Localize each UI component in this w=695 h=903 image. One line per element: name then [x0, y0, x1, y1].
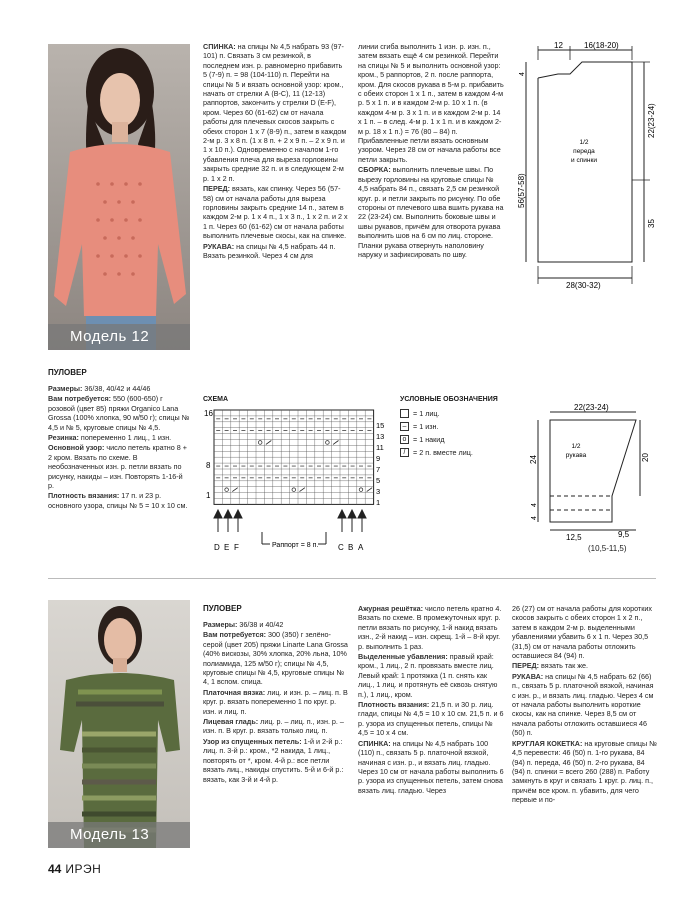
body-dim-16: 16(18-20) [584, 41, 619, 50]
m13-yoke: КРУГЛАЯ КОКЕТКА: на круговые спицы № 4,5 перевести: 46 (50) п. 1-го рукава, 84 (94) п. переда, 46 (50) п. 2-го рукава, 84 (94) п. спинки = всего 260 (288) п. Работу замкнуть в круг и связать 1 круг. р. лиц. п., причём все кром. п. убавить, для чего первые и по- [512, 738, 657, 805]
m12-sizes: Размеры: 36/38, 40/42 и 44/46 [48, 384, 151, 393]
m12-sleeves-cont-para: линии сгиба выполнить 1 изн. р. изн. п., затем вязать ещё 4 см резинкой. Перейти на спицы № 5 и выполнить основной узор: кром., 5 раппортов, 2 п. после раппорта, кром. Для скосов рукава в 5-м р. прибавить с обеих сторон 1 х 1 п., затем в каждом 4-м р. 5 х 1 п. и в каждом 2-м р. 10 х 1 п. (в каждом 4-м р. 3 х 1 п. и в каждом 2-м р. 14 х 1 п. – в след. 4-м р. 1 х 1 п. и в каждом 2-м р. 18 х 1 п.) = 76 (80 – 84) п. Прибавленные петли вязать основным узором. Через 28 см от начала работы все петли закрыть. [358, 42, 504, 164]
body-label-front: переда [573, 148, 595, 155]
sleeve-dim-range: (10,5-11,5) [588, 544, 627, 553]
sleeve-dim-4b: 4 [531, 516, 538, 520]
schema-row-13: 13 [376, 432, 385, 441]
footer [48, 862, 101, 876]
m13-materials: Вам потребуется: 300 (350) г зелёно-серой (цвет 205) пряжи Linarte Lana Grossa (40% вискозы, 30% хлопка, 20% льна, 10% полиамида, 125 м/50 г); спицы № 4,5, круговые спицы № 4,5, круговые спицы № 4, 1 вспом. спица. [203, 630, 348, 687]
body-label-back: и спинки [571, 157, 597, 164]
model13-text-col2 [358, 604, 504, 850]
magazine-brand: ИРЭН [65, 862, 102, 876]
legend-purl: – = 1 изн. [400, 420, 510, 433]
sleeve-pattern-diagram [530, 404, 670, 544]
schema-arrow-e: E [224, 543, 230, 552]
legend-yarnover: o = 1 накид [400, 433, 510, 446]
schema-rapport: Раппорт = 8 п. [272, 542, 319, 549]
model12-text-col3 [358, 42, 504, 352]
schema-arrow-d: D [214, 543, 220, 552]
schema-row-7: 7 [376, 465, 381, 474]
legend-yarnover-icon: o [400, 435, 409, 444]
m13-lace: Ажурная решётка: число петель кратно 4. Вязать по схеме. В промежуточных круг. р. петли вязать по рисунку, 1-й накид вязать изн., 2-й накид – изн. скрещ. 1-й – 8-й круг. р. выполнить 1 раз. [358, 604, 502, 651]
m13-back-cont: 26 (27) см от начала работы для коротких скосов закрыть с обеих сторон 1 х 2 п., затем в каждом 2-м р. выделенными убавлениями убавить 6 х 1 п. Через 30,5 (31,5) см от начала работы отложить оставшиеся 84 (94) п. [512, 604, 652, 661]
m12-gauge: Плотность вязания: 17 п. и 23 р. основного узора, спицы № 5 = 10 х 10 см. [48, 491, 188, 510]
model13-photo [48, 600, 190, 848]
m12-sleeves-para: РУКАВА: на спицы № 4,5 набрать 44 п. Вязать резинкой. Через 4 см для [203, 241, 336, 260]
section-divider [48, 578, 656, 579]
model12-title: ПУЛОВЕР [48, 368, 87, 377]
sleeve-dim-4a: 4 [531, 503, 538, 507]
body-dim-35: 35 [647, 219, 656, 228]
model13-title: ПУЛОВЕР [203, 604, 242, 613]
schema-row-16: 16 [204, 409, 213, 418]
schema-row-1-right: 1 [376, 498, 381, 507]
m13-gauge: Плотность вязания: 21,5 п. и 30 р. лиц. глади, спицы № 4,5 = 10 х 10 см. 21,5 п. и 6 р. узора из спущенных петель, спицы № 4,5 = 10 х 4 см. [358, 700, 504, 738]
body-pattern-diagram [516, 40, 656, 292]
m13-back: СПИНКА: на спицы № 4,5 набрать 100 (110) п., связать 5 р. платочной вязкой, начиная с изн. р., и вязать лиц. гладью. Через 10 см от начала работы выполнить 6 р. узора из спущенных петель, затем снова вязать лиц. гладью. Через [358, 738, 504, 795]
legend-title: УСЛОВНЫЕ ОБОЗНАЧЕНИЯ [400, 396, 498, 403]
schema-arrow-a: A [358, 543, 364, 552]
model12-text-col2 [203, 42, 348, 342]
schema-row-3: 3 [376, 487, 381, 496]
m13-sizes: Размеры: 36/38 и 40/42 [203, 620, 284, 629]
model13-figure [48, 600, 190, 848]
schema-row-11: 11 [376, 443, 384, 452]
m13-decreases: Выделенные убавления: правый край: кром., 1 лиц., 2 п. провязать вместе лиц. Левый край: 1 протяжка (1 п. снять как лиц., 1 лиц. и протянуть её сквозь снятую п.), 1 лиц., кром. [358, 652, 498, 699]
m12-front-para: ПЕРЕД: вязать, как спинку. Через 56 (57-58) см от начала работы для выреза горловины закрыть средние 14 п., затем в каждом 2-м р. 1 х 4 п., 1 х 3 п., 1 х 2 п. и 2 х 1 п. Через 60 (61-62) см от начала работы выполнить плечевые скосы, как на спинке. [203, 184, 348, 241]
legend [400, 396, 510, 459]
m13-sleeves: РУКАВА: на спицы № 4,5 набрать 62 (66) п., связать 5 р. платочной вязкой, начиная с изн. р., и вязать лиц. гладью. Через 4 см от начала работы выполнить короткие скосы, как на спинке. Через 8,5 см от начала работы отложить оставшиеся 46 (50) п. [512, 671, 654, 738]
legend-knit-icon [400, 409, 409, 418]
m12-rib: Резинка: попеременно 1 лиц., 1 изн. [48, 433, 172, 443]
sleeve-dim-20: 20 [641, 453, 650, 462]
model13-label: Модель 13 [48, 822, 190, 848]
sleeve-dim-125: 12,5 [566, 533, 582, 542]
m13-stockinette: Лицевая гладь: лиц. р. – лиц. п., изн. р. – изн. п. В круг. р. вязать только лиц. п. [203, 717, 344, 736]
legend-k2tog-icon: / [400, 448, 409, 457]
body-dim-22: 22(23-24) [647, 103, 656, 138]
m13-garter: Платочная вязка: лиц. и изн. р. – лиц. п. В круг. р. вязать попеременно 1 по круг. р. изн. и лиц. п. [203, 687, 348, 716]
body-dim-4: 4 [519, 72, 526, 76]
m12-main-pattern: Основной узор: число петель кратно 8 + 2 кром. Вязать по схеме. В необозначенных изн. р. петли вязать по рисунку, накиды – изн. Повторять 1-16-й р. [48, 443, 187, 491]
model12-left-info [48, 384, 190, 562]
sleeve-dim-24: 24 [529, 455, 538, 464]
model12-label: Модель 12 [48, 324, 190, 350]
schema-row-15: 15 [376, 421, 385, 430]
legend-k2tog: / = 2 п. вместе лиц. [400, 446, 510, 459]
schema-row-9: 9 [376, 454, 381, 463]
legend-knit: = 1 лиц. [400, 407, 510, 420]
model13-text-col1 [203, 620, 349, 850]
body-dim-12: 12 [554, 41, 563, 50]
schema-arrow-f: F [234, 543, 239, 552]
sleeve-label-sleeve: рукава [565, 452, 587, 459]
m12-back-para: СПИНКА: на спицы № 4,5 набрать 93 (97-101) п. Связать 3 см резинкой, в последнем изн. р. равномерно прибавить 5 (7-9) п. = 98 (104-110) п. Перейти на спицы № 5 и вязать основной узор: кром., начать от стрелки А (В-С), 11 (12-13) раппортов, закончить у стрелки D (E-F), кром. Через 60 (61-62) см от начала работы для плечевых скосов закрыть с обеих сторон 1 х 7 (8-9) п., затем в каждом 2-м р. 3 х 8 п. (1 х 8 п. + 2 х 9 п. – 2 х 9 п. и 1 х 10 п.). Одновременно с началом 1-го убавления плеча для выреза горловины закрыть средние 32 п. и в следующем 2-м р. 1 х 2 п. [203, 42, 347, 183]
model12-figure [48, 44, 190, 350]
schema-arrow-b: B [348, 543, 354, 552]
schema-arrow-c: C [338, 543, 344, 552]
model12-photo [48, 44, 190, 350]
schema-title: СХЕМА [203, 396, 229, 403]
schema-row-5: 5 [376, 476, 381, 485]
schema-row-8: 8 [206, 461, 211, 470]
legend-purl-icon: – [400, 422, 409, 431]
body-label-half: 1/2 [579, 139, 589, 146]
model13-text-col3 [512, 604, 658, 850]
m12-assembly-para: СБОРКА: выполнить плечевые швы. По вырезу горловины на круговые спицы № 4,5 набрать 84 п., связать 2,5 см резинкой круг. р. и петли закрыть по рисунку. По обе стороны от плечевого шва вшить рукава на 22 (23-24) см. Выполнить боковые швы и швы рукавов, причём для отворота рукава выполнить шов на 6 см по лиц. стороне. Планки рукава отвернуть наполовину наружу и зафиксировать по шву. [358, 165, 504, 259]
schema-row-1-left: 1 [206, 491, 211, 500]
body-dim-56: 56(57-58) [517, 173, 526, 208]
sleeve-dim-22: 22(23-24) [574, 403, 609, 412]
sleeve-dim-95: 9,5 [618, 530, 630, 539]
page-number: 44 [48, 862, 62, 876]
m13-front: ПЕРЕД: вязать так же. [512, 661, 589, 671]
m13-drop-stitch: Узор из спущенных петель: 1-й и 2-й р.: лиц. п. 3-й р.: кром., *2 накида, 1 лиц., повторять от *, кром. 4-й р.: все петли вязать лиц., накиды спустить. 5-й и 6-й р.: вязать, как 3-й и 4-й р. [203, 736, 344, 784]
m12-materials: Вам потребуется: 550 (600-650) г розовой (цвет 85) пряжи Organico Lana Grossa (100% хлопка, 90 м/50 г); спицы № 4,5 и № 5, круговые спицы № 4,5. [48, 394, 190, 432]
knitting-schema [200, 404, 400, 554]
body-dim-28: 28(30-32) [566, 281, 601, 290]
sleeve-label-half: 1/2 [571, 443, 581, 450]
